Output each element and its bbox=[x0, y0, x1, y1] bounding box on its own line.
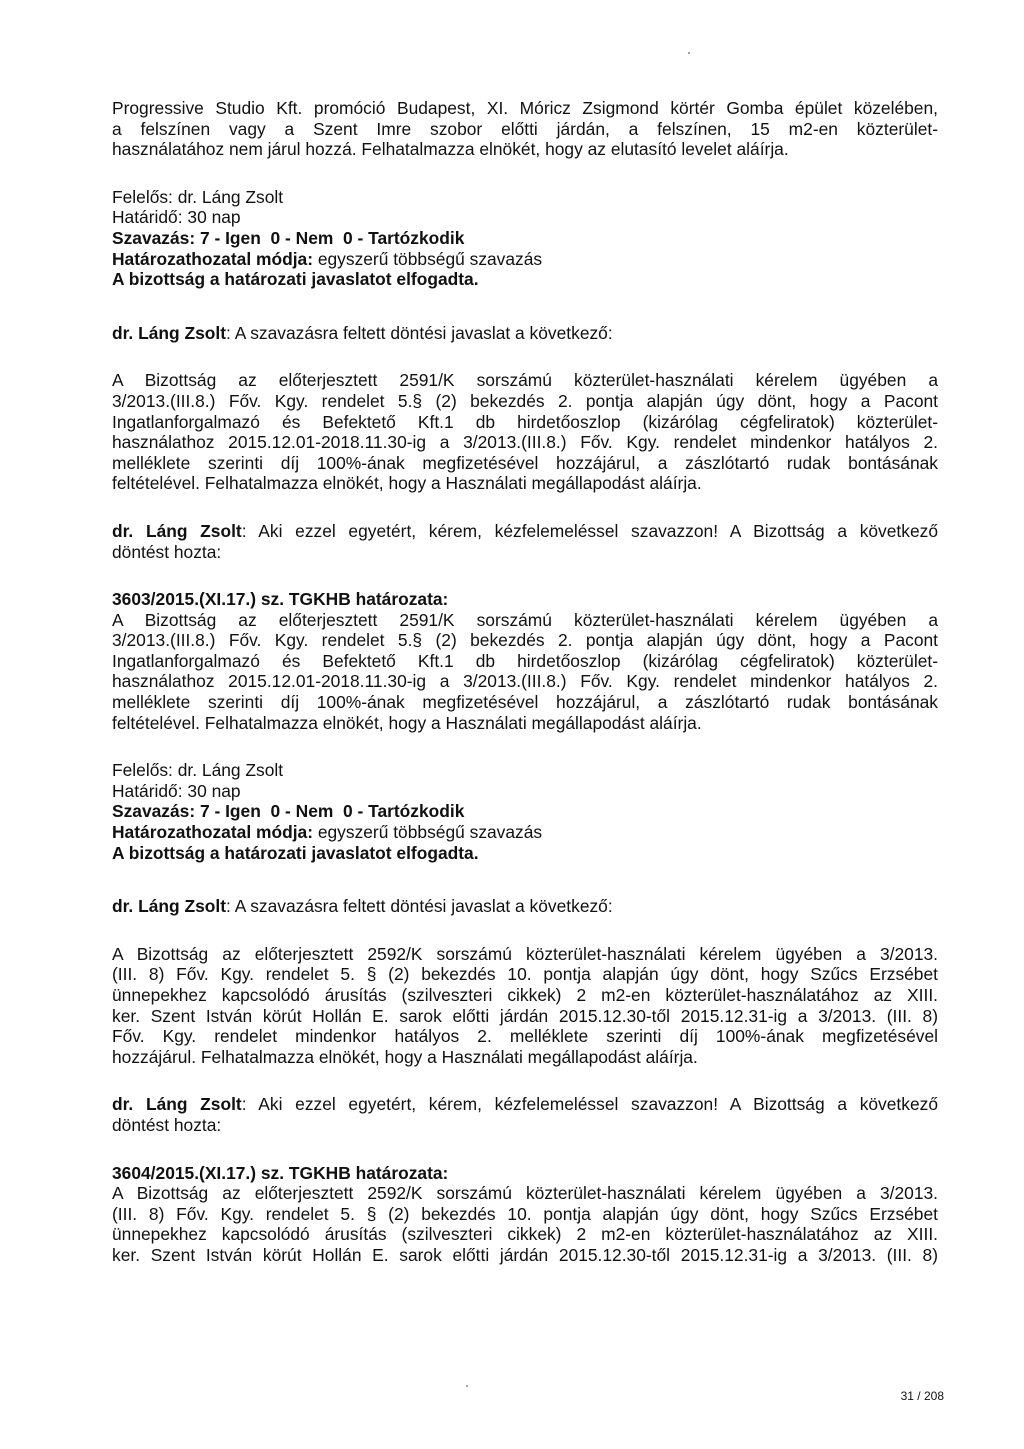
speaker-name: dr. Láng Zsolt bbox=[112, 896, 227, 917]
decision-method-value: egyszerű többségű szavazás bbox=[313, 248, 543, 269]
speaker-text: : A szavazásra feltett döntési javaslat a következő: bbox=[226, 896, 613, 917]
scan-speck bbox=[466, 1385, 468, 1387]
result-line: A bizottság a határozati javaslatot elfogadta. bbox=[112, 269, 479, 290]
document-page bbox=[112, 98, 938, 1266]
scan-speck bbox=[688, 52, 690, 54]
text-line: ker. Szent István körút Hollán E. sarok előtti járdán 2015.12.30-től 2015.12.31-ig a 3/2013. (III. 8) bbox=[112, 1005, 938, 1026]
decision-method-value: egyszerű többségű szavazás bbox=[313, 822, 543, 843]
text-line: Ingatlanforgalmazó és Befektető Kft.1 db hirdetőoszlop (kizárólag cégfeliratok) közterület- bbox=[112, 650, 938, 671]
text-line: A Bizottság az előterjesztett 2591/K sorszámú közterület-használati kérelem ügyében a bbox=[112, 609, 938, 630]
text-line: A Bizottság az előterjesztett 2592/K sorszámú közterület-használati kérelem ügyében a 3/2013. bbox=[112, 1183, 938, 1204]
text-line: 3/2013.(III.8.) Főv. Kgy. rendelet 5.§ (2) bekezdés 2. pontja alapján úgy dönt, hogy a Pacont bbox=[112, 630, 938, 651]
decision-method-label: Határozathozatal módja: bbox=[112, 248, 313, 269]
speaker-line bbox=[112, 896, 938, 917]
vote-block bbox=[112, 187, 938, 290]
vote-line: Szavazás: 7 - Igen 0 - Nem 0 - Tartózkodik bbox=[112, 227, 465, 248]
text-line: Progressive Studio Kft. promóció Budapest, XI. Móricz Zsigmond körtér Gomba épület közelében, bbox=[112, 98, 938, 118]
resolution-title: 3603/2015.(XI.17.) sz. TGKHB határozata: bbox=[112, 589, 449, 610]
deadline-line: Határidő: 30 nap bbox=[112, 780, 241, 801]
text-line: hozzájárul. Felhatalmazza elnökét, hogy a Használati megállapodást aláírja. bbox=[112, 1046, 698, 1067]
resolution-paragraph bbox=[112, 589, 938, 733]
text-line: használathoz 2015.12.01-2018.11.30-ig a 3/2013.(III.8.) Főv. Kgy. rendelet mindenkor hatályos 2. bbox=[112, 671, 938, 692]
text-line: döntést hozta: bbox=[112, 541, 222, 562]
text-line: 3/2013.(III.8.) Főv. Kgy. rendelet 5.§ (2) bekezdés 2. pontja alapján úgy dönt, hogy a Pacont bbox=[112, 390, 938, 411]
speaker-text: : Aki ezzel egyetért, kérem, kézfelemeléssel szavazzon! A Bizottság a következő bbox=[241, 1094, 938, 1115]
text-line: A Bizottság az előterjesztett 2592/K sorszámú közterület-használati kérelem ügyében a 3/2013. bbox=[112, 943, 938, 964]
speaker-text: : Aki ezzel egyetért, kérem, kézfelemeléssel szavazzon! A Bizottság a következő bbox=[241, 520, 938, 541]
speaker-paragraph bbox=[112, 521, 938, 562]
resolution-paragraph bbox=[112, 1163, 938, 1266]
page-number: 31 / 208 bbox=[900, 1389, 944, 1403]
speaker-text: : A szavazásra feltett döntési javaslat a következő: bbox=[226, 322, 613, 343]
resolution-title: 3604/2015.(XI.17.) sz. TGKHB határozata: bbox=[112, 1162, 449, 1183]
speaker-paragraph bbox=[112, 1094, 938, 1135]
proposal-paragraph bbox=[112, 944, 938, 1068]
text-line: a felszínen vagy a Szent Imre szobor előtti járdán, a felszínen, 15 m2-en közterület- bbox=[112, 118, 938, 139]
text-line: használatához nem járul hozzá. Felhatalmazza elnökét, hogy az elutasító levelet aláírja. bbox=[112, 139, 789, 160]
text-line: Főv. Kgy. rendelet mindenkor hatályos 2. melléklete szerinti díj 100%-ának megfizetésével bbox=[112, 1026, 938, 1047]
responsible-line: Felelős: dr. Láng Zsolt bbox=[112, 760, 284, 781]
text-line: (III. 8) Főv. Kgy. rendelet 5. § (2) bekezdés 10. pontja alapján úgy dönt, hogy Szűcs Erzsébet bbox=[112, 964, 938, 985]
text-line: (III. 8) Főv. Kgy. rendelet 5. § (2) bekezdés 10. pontja alapján úgy dönt, hogy Szűcs Erzsébet bbox=[112, 1203, 938, 1224]
speaker-name: dr. Láng Zsolt bbox=[112, 520, 242, 541]
speaker-line bbox=[112, 323, 938, 344]
text-line: ünnepekhez kapcsolódó árusítás (szilveszteri cikkek) 2 m2-en közterület-használatához az XIII. bbox=[112, 985, 938, 1005]
vote-line: Szavazás: 7 - Igen 0 - Nem 0 - Tartózkodik bbox=[112, 801, 465, 822]
text-line: ker. Szent István körút Hollán E. sarok előtti járdán 2015.12.30-től 2015.12.31-ig a 3/2013. (III. 8) bbox=[112, 1244, 938, 1265]
decision-method-label: Határozathozatal módja: bbox=[112, 822, 313, 843]
text-line bbox=[112, 1094, 938, 1115]
speaker-name: dr. Láng Zsolt bbox=[112, 1094, 242, 1115]
text-line: feltételével. Felhatalmazza elnökét, hogy a Használati megállapodást aláírja. bbox=[112, 712, 702, 733]
proposal-paragraph bbox=[112, 370, 938, 494]
text-line bbox=[112, 521, 938, 542]
text-line: melléklete szerinti díj 100%-ának megfizetésével hozzájárul, a zászlótartó rudak bontásának bbox=[112, 692, 938, 713]
text-line: használathoz 2015.12.01-2018.11.30-ig a 3/2013.(III.8.) Főv. Kgy. rendelet mindenkor hatályos 2. bbox=[112, 432, 938, 453]
text-line: A Bizottság az előterjesztett 2591/K sorszámú közterület-használati kérelem ügyében a bbox=[112, 370, 938, 391]
vote-block bbox=[112, 760, 938, 863]
text-line: ünnepekhez kapcsolódó árusítás (szilveszteri cikkek) 2 m2-en közterület-használatához az XIII. bbox=[112, 1224, 938, 1245]
text-line: döntést hozta: bbox=[112, 1114, 222, 1135]
decision-method-line bbox=[112, 822, 938, 843]
deadline-line: Határidő: 30 nap bbox=[112, 207, 241, 228]
text-line: feltételével. Felhatalmazza elnökét, hogy a Használati megállapodást aláírja. bbox=[112, 473, 702, 494]
decision-method-line bbox=[112, 249, 938, 270]
text-line: Ingatlanforgalmazó és Befektető Kft.1 db hirdetőoszlop (kizárólag cégfeliratok) közterület- bbox=[112, 411, 938, 432]
result-line: A bizottság a határozati javaslatot elfogadta. bbox=[112, 842, 479, 863]
speaker-name: dr. Láng Zsolt bbox=[112, 322, 227, 343]
text-line: melléklete szerinti díj 100%-ának megfizetésével hozzájárul, a zászlótartó rudak bontásának bbox=[112, 452, 938, 473]
intro-paragraph bbox=[112, 98, 938, 160]
responsible-line: Felelős: dr. Láng Zsolt bbox=[112, 186, 284, 207]
